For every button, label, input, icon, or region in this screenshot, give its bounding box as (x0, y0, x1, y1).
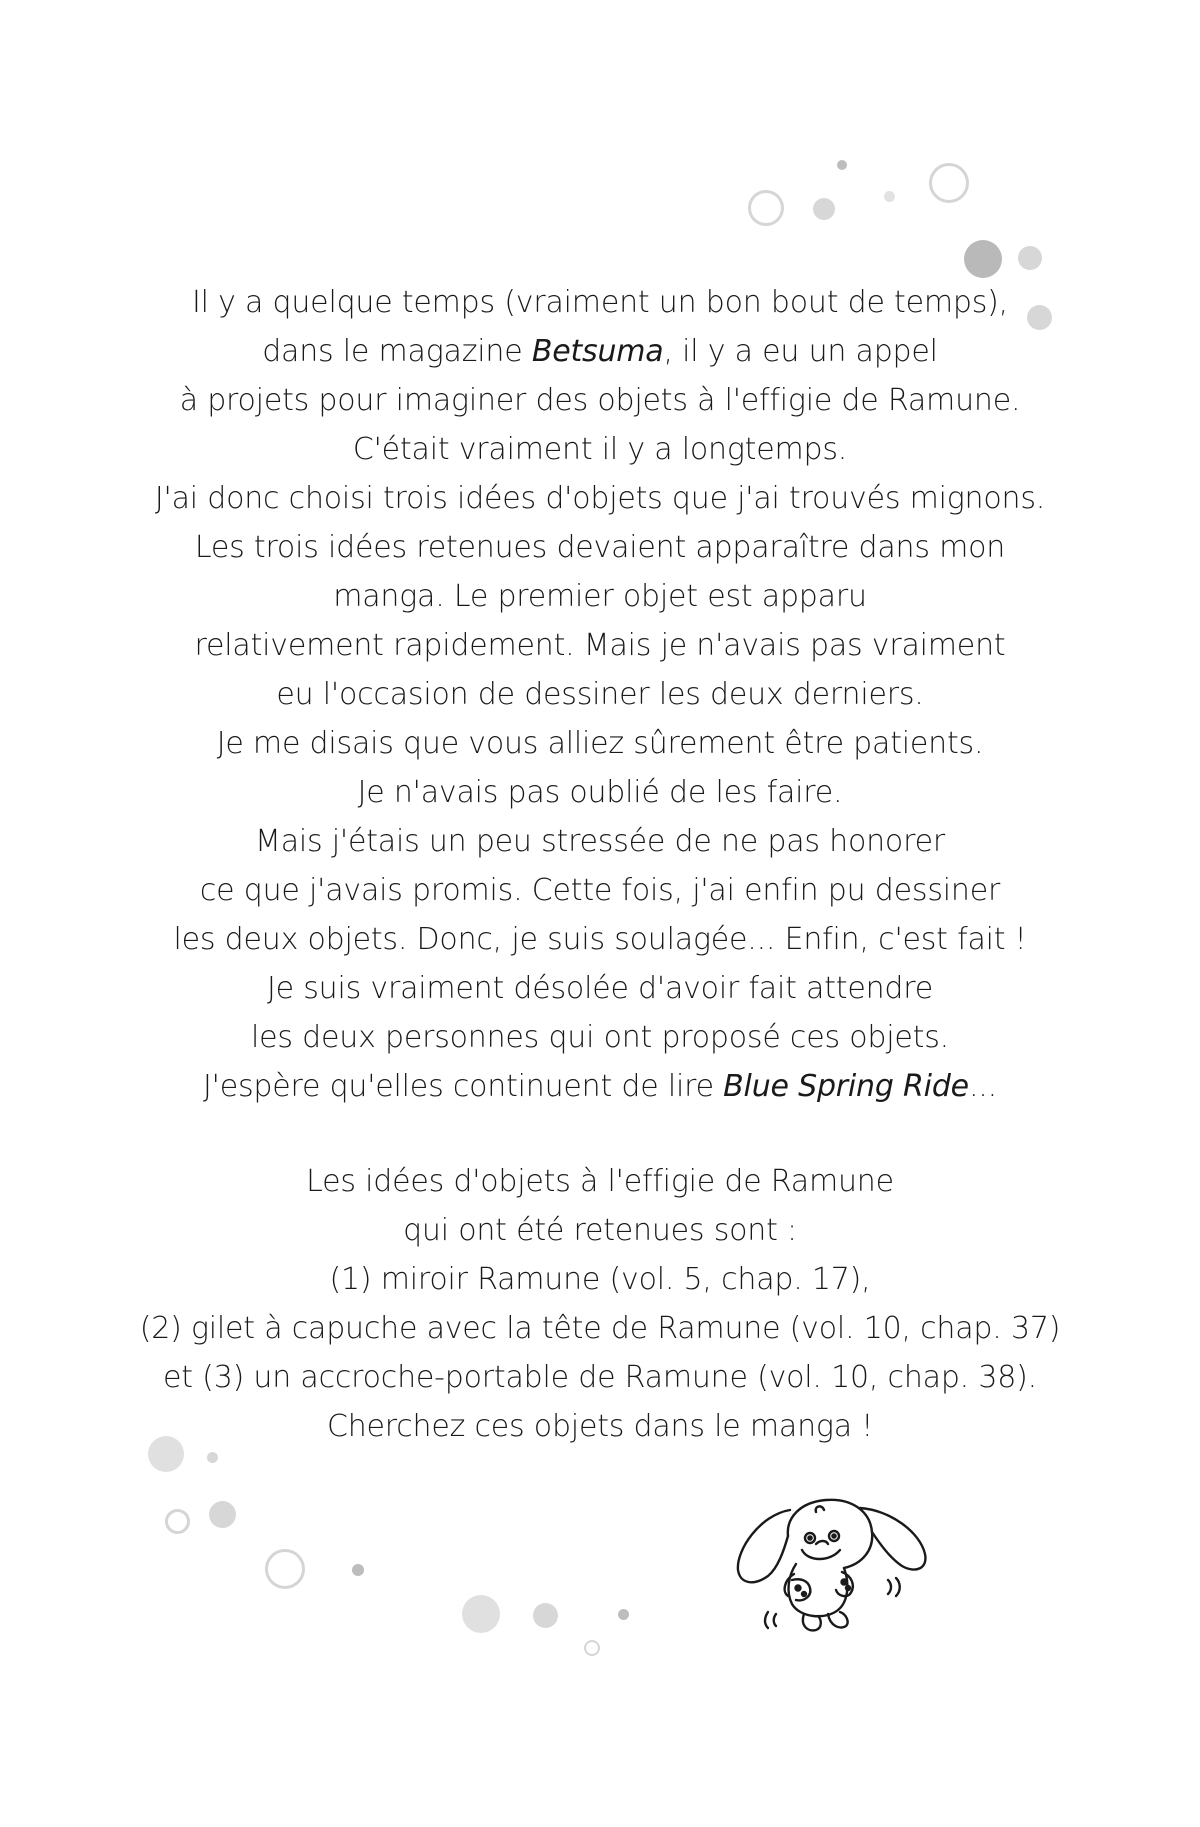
decor-ring (929, 163, 969, 203)
decor-dot (352, 1564, 364, 1576)
paragraph-2-line: (1) miroir Ramune (vol. 5, chap. 17), (329, 1262, 871, 1297)
paragraph-1-line: Je me disais que vous alliez sûrement être patients. (216, 726, 984, 761)
decor-ring (748, 190, 784, 226)
decor-ring (165, 1509, 190, 1534)
decor-dot (209, 1501, 236, 1528)
paragraph-1-line: ce que j'avais promis. Cette fois, j'ai enfin pu dessiner (199, 873, 1001, 908)
decor-dot (1018, 246, 1042, 270)
decor-dot (884, 191, 895, 202)
decor-dot (207, 1452, 218, 1463)
ramune-bunny-illustration (730, 1480, 930, 1640)
paragraph-1-line: manga. Le premier objet est apparu (333, 579, 867, 614)
decor-dot (964, 240, 1002, 278)
paragraph-2-line: (2) gilet à capuche avec la tête de Ramune (vol. 10, chap. 37) (139, 1311, 1061, 1346)
decor-dot (618, 1609, 629, 1620)
paragraph-1-line: Je suis vraiment désolée d'avoir fait attendre (267, 971, 933, 1006)
paragraph-1-line: eu l'occasion de dessiner les deux derniers. (276, 677, 924, 712)
paragraph-1-line: C'était vraiment il y a longtemps. (352, 432, 848, 467)
decor-dot (462, 1595, 500, 1633)
decor-ring (584, 1640, 600, 1656)
paragraph-2-line: Les idées d'objets à l'effigie de Ramune (306, 1164, 894, 1199)
decor-dot (837, 160, 847, 170)
paragraph-1-line: les deux personnes qui ont proposé ces objets. (251, 1020, 949, 1055)
paragraph-1-line: Les trois idées retenues devaient apparaître dans mon (194, 530, 1006, 565)
paragraph-1-line: Je n'avais pas oublié de les faire. (357, 775, 843, 810)
paragraph-1-line: relativement rapidement. Mais je n'avais pas vraiment (194, 628, 1006, 663)
paragraph-1-line: J'espère qu'elles continuent de lire Blue Spring Ride... (203, 1069, 997, 1104)
decor-dot (533, 1603, 558, 1628)
decor-ring (265, 1549, 305, 1589)
paragraph-1-line: dans le magazine Betsuma, il y a eu un appel (262, 334, 938, 369)
paragraph-2 (100, 1157, 1100, 1451)
paragraph-2-line: qui ont été retenues sont : (403, 1213, 797, 1248)
decor-dot (813, 198, 835, 220)
paragraph-2-line: Cherchez ces objets dans le manga ! (326, 1409, 874, 1444)
decor-dot (148, 1436, 184, 1472)
paragraph-1 (100, 278, 1100, 1111)
paragraph-1-line: Mais j'étais un peu stressée de ne pas honorer (255, 824, 945, 859)
paragraph-2-line: et (3) un accroche-portable de Ramune (vol. 10, chap. 38). (163, 1360, 1037, 1395)
paragraph-1-line: les deux objets. Donc, je suis soulagée... Enfin, c'est fait ! (173, 922, 1027, 957)
paragraph-1-line: J'ai donc choisi trois idées d'objets que j'ai trouvés mignons. (154, 481, 1046, 516)
paragraph-1-line: à projets pour imaginer des objets à l'effigie de Ramune. (179, 383, 1021, 418)
paragraph-1-line: Il y a quelque temps (vraiment un bon bout de temps), (192, 285, 1008, 320)
